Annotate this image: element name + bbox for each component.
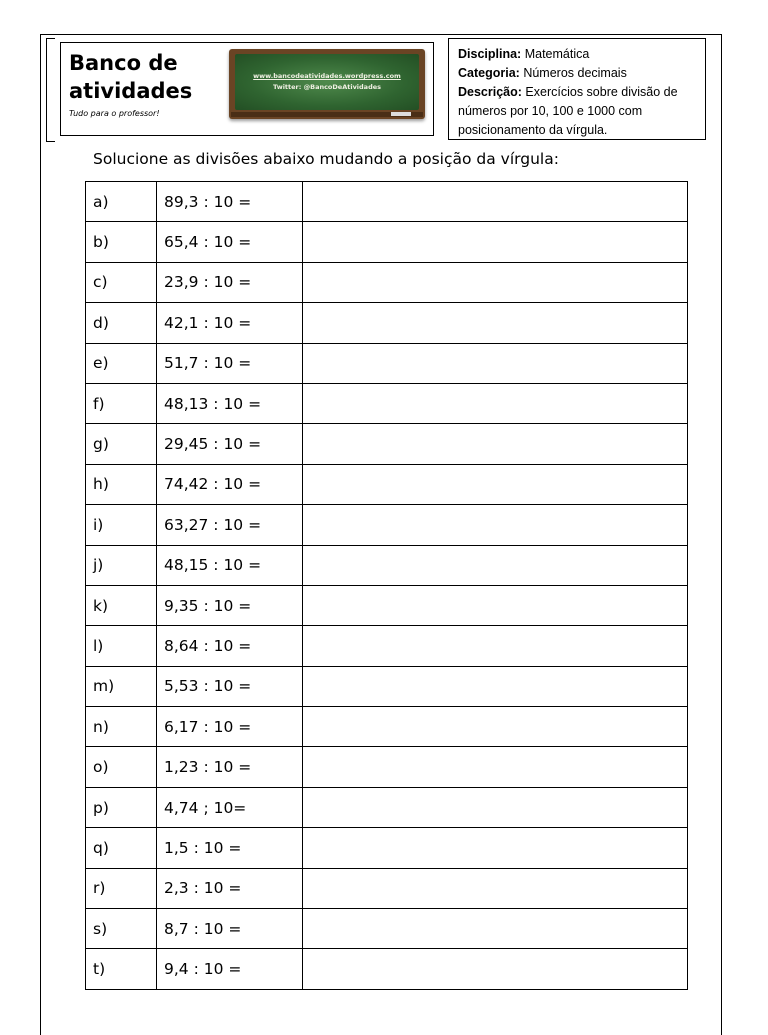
table-row <box>86 707 688 747</box>
table-row <box>86 464 688 504</box>
chalkboard-image <box>229 49 425 119</box>
answer-field[interactable] <box>303 626 688 666</box>
exercise-expression: 1,5 : 10 = <box>157 828 303 868</box>
table-row <box>86 262 688 302</box>
table-row <box>86 343 688 383</box>
answer-field[interactable] <box>303 383 688 423</box>
table-row <box>86 626 688 666</box>
exercise-letter: k) <box>86 585 157 625</box>
info-descricao <box>458 83 705 140</box>
exercise-expression: 1,23 : 10 = <box>157 747 303 787</box>
exercise-letter: h) <box>86 464 157 504</box>
table-row <box>86 828 688 868</box>
exercise-letter: j) <box>86 545 157 585</box>
exercise-expression: 5,53 : 10 = <box>157 666 303 706</box>
exercise-letter: q) <box>86 828 157 868</box>
exercise-letter: o) <box>86 747 157 787</box>
answer-field[interactable] <box>303 747 688 787</box>
exercise-expression: 48,13 : 10 = <box>157 383 303 423</box>
exercise-expression: 6,17 : 10 = <box>157 707 303 747</box>
logo-tagline: Tudo para o professor! <box>69 109 160 118</box>
table-row <box>86 222 688 262</box>
exercise-letter: c) <box>86 262 157 302</box>
answer-field[interactable] <box>303 505 688 545</box>
disciplina-value: Matemática <box>524 47 590 61</box>
answer-field[interactable] <box>303 868 688 908</box>
exercise-letter: s) <box>86 909 157 949</box>
table-row <box>86 868 688 908</box>
descricao-value: Exercícios sobre divisão de números por 10, 100 e 1000 com posicionamento da vírgula. <box>458 85 678 137</box>
categoria-label: Categoria: <box>458 66 520 80</box>
exercise-letter: g) <box>86 424 157 464</box>
exercise-expression: 4,74 ; 10= <box>157 787 303 827</box>
table-row <box>86 303 688 343</box>
eraser-icon <box>391 112 411 116</box>
answer-field[interactable] <box>303 585 688 625</box>
exercise-expression: 51,7 : 10 = <box>157 343 303 383</box>
chalkboard-twitter: Twitter: @BancoDeAtividades <box>272 83 382 91</box>
info-categoria <box>458 64 705 83</box>
exercise-letter: r) <box>86 868 157 908</box>
exercise-letter: f) <box>86 383 157 423</box>
categoria-value: Números decimais <box>523 66 627 80</box>
table-row <box>86 424 688 464</box>
exercise-letter: t) <box>86 949 157 989</box>
answer-field[interactable] <box>303 182 688 222</box>
exercise-letter: l) <box>86 626 157 666</box>
exercise-letter: i) <box>86 505 157 545</box>
info-disciplina <box>458 45 705 64</box>
exercise-letter: d) <box>86 303 157 343</box>
exercise-expression: 9,35 : 10 = <box>157 585 303 625</box>
exercise-letter: a) <box>86 182 157 222</box>
answer-field[interactable] <box>303 949 688 989</box>
table-row <box>86 949 688 989</box>
answer-field[interactable] <box>303 666 688 706</box>
exercise-expression: 8,64 : 10 = <box>157 626 303 666</box>
exercise-expression: 8,7 : 10 = <box>157 909 303 949</box>
exercise-expression: 23,9 : 10 = <box>157 262 303 302</box>
exercise-letter: b) <box>86 222 157 262</box>
header-bracket <box>46 38 55 142</box>
table-row <box>86 545 688 585</box>
table-row <box>86 909 688 949</box>
answer-field[interactable] <box>303 303 688 343</box>
descricao-label: Descrição: <box>458 85 522 99</box>
exercise-expression: 29,45 : 10 = <box>157 424 303 464</box>
exercise-expression: 89,3 : 10 = <box>157 182 303 222</box>
answer-field[interactable] <box>303 545 688 585</box>
disciplina-label: Disciplina: <box>458 47 522 61</box>
exercise-expression: 9,4 : 10 = <box>157 949 303 989</box>
exercise-expression: 63,27 : 10 = <box>157 505 303 545</box>
exercise-letter: p) <box>86 787 157 827</box>
table-row <box>86 747 688 787</box>
answer-field[interactable] <box>303 262 688 302</box>
table-row <box>86 585 688 625</box>
table-row <box>86 787 688 827</box>
exercise-letter: e) <box>86 343 157 383</box>
answer-field[interactable] <box>303 424 688 464</box>
table-row <box>86 383 688 423</box>
logo-banner <box>60 42 434 136</box>
exercise-table <box>85 181 688 990</box>
exercise-expression: 2,3 : 10 = <box>157 868 303 908</box>
table-row <box>86 505 688 545</box>
answer-field[interactable] <box>303 464 688 504</box>
logo-title: Banco de atividades <box>69 51 193 103</box>
table-row <box>86 666 688 706</box>
exercise-letter: n) <box>86 707 157 747</box>
exercise-expression: 74,42 : 10 = <box>157 464 303 504</box>
exercise-expression: 65,4 : 10 = <box>157 222 303 262</box>
info-box <box>448 38 706 140</box>
exercise-letter: m) <box>86 666 157 706</box>
exercise-expression: 42,1 : 10 = <box>157 303 303 343</box>
table-row <box>86 182 688 222</box>
answer-field[interactable] <box>303 222 688 262</box>
chalkboard-surface <box>235 54 419 110</box>
answer-field[interactable] <box>303 828 688 868</box>
answer-field[interactable] <box>303 787 688 827</box>
instruction-text: Solucione as divisões abaixo mudando a posição da vírgula: <box>93 150 559 168</box>
answer-field[interactable] <box>303 909 688 949</box>
answer-field[interactable] <box>303 343 688 383</box>
chalkboard-url: www.bancodeatividades.wordpress.com <box>253 72 401 80</box>
answer-field[interactable] <box>303 707 688 747</box>
exercise-expression: 48,15 : 10 = <box>157 545 303 585</box>
